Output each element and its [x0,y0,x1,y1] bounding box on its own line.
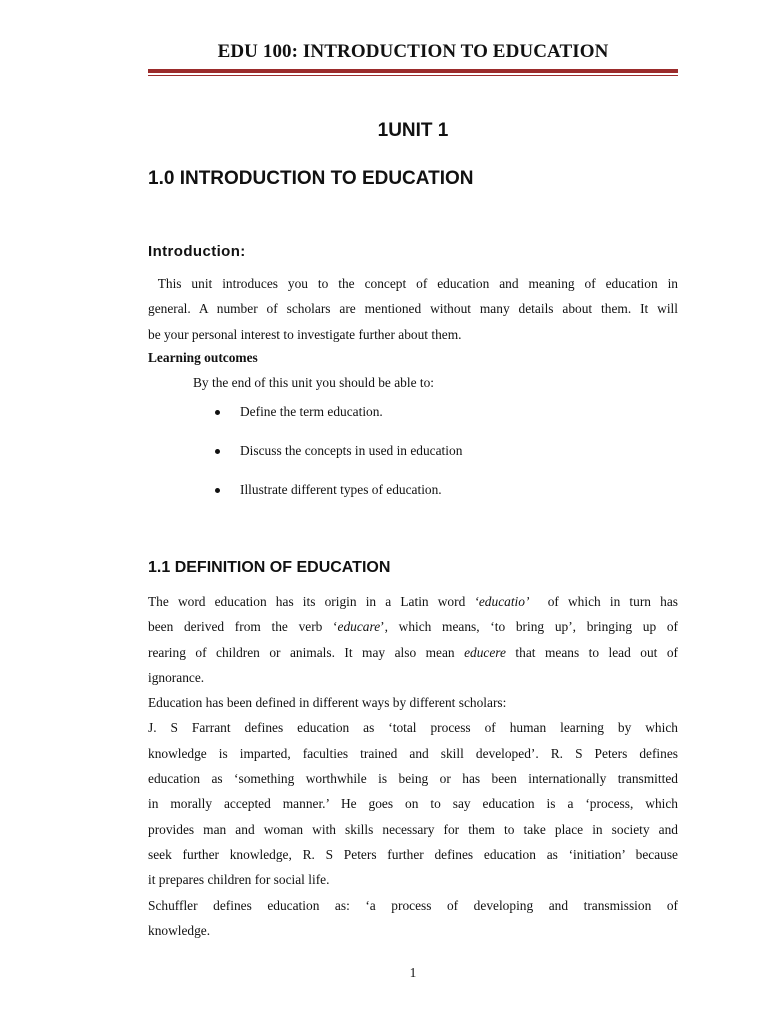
header-rule-thin [148,75,678,76]
definition-line: rearing of children or animals. It may also mean educere that means to lead out of [148,644,678,660]
definition-line: Education has been defined in different ways by different scholars: [148,695,507,711]
definition-line: The word education has its origin in a Latin word ‘educatio’ of which in turn has [148,594,678,609]
intro-line: general. A number of scholars are mentioned without many details about them. It will [148,301,678,317]
header-rule-thick [148,69,678,73]
definition-line: J. S Farrant defines education as ‘total process of human learning by which [148,720,678,736]
definition-line: provides man and woman with skills necessary for them to take place in society and [148,821,678,837]
bullet-icon [215,449,220,454]
section-title: 1.0 INTRODUCTION TO EDUCATION [148,168,474,189]
introduction-paragraph [148,271,678,347]
definition-line: seek further knowledge, R. S Peters further defines education as ‘initiation’ because [148,846,678,862]
definition-line: knowledge is imparted, faculties trained and skill developed’. R. S Peters defines [148,745,678,761]
running-header: EDU 100: INTRODUCTION TO EDUCATION [217,41,609,62]
definition-line: education as ‘something worthwhile is being or has been internationally transmitted [148,771,678,787]
unit-title: 1UNIT 1 [377,120,449,141]
definition-heading: 1.1 DEFINITION OF EDUCATION [148,559,391,576]
page-number: 1 [409,965,417,980]
learning-outcomes-lead: By the end of this unit you should be able to: [193,375,435,390]
definition-line: been derived from the verb ‘educare’, which means, ‘to bring up’, bringing up of [148,619,678,635]
intro-line: This unit introduces you to the concept of education and meaning of education in [148,276,678,291]
bullet-icon [215,488,220,493]
definition-line: Schuffler defines education as: ‘a process of developing and transmission of [148,897,678,913]
learning-outcomes-heading: Learning outcomes [148,350,258,365]
bullet-icon [215,410,220,415]
list-item-text: Illustrate different types of education. [240,482,442,497]
definition-line: ignorance. [148,669,205,685]
definition-paragraph [148,589,678,943]
definition-line: it prepares children for social life. [148,872,330,888]
intro-line: be your personal interest to investigate further about them. [148,326,462,342]
introduction-heading: Introduction: [148,243,246,260]
list-item-text: Define the term education. [240,404,383,419]
definition-line: knowledge. [148,922,211,938]
definition-line: in morally accepted manner.’ He goes on to say education is a ‘process, which [148,796,678,812]
list-item-text: Discuss the concepts in used in education [240,443,463,458]
